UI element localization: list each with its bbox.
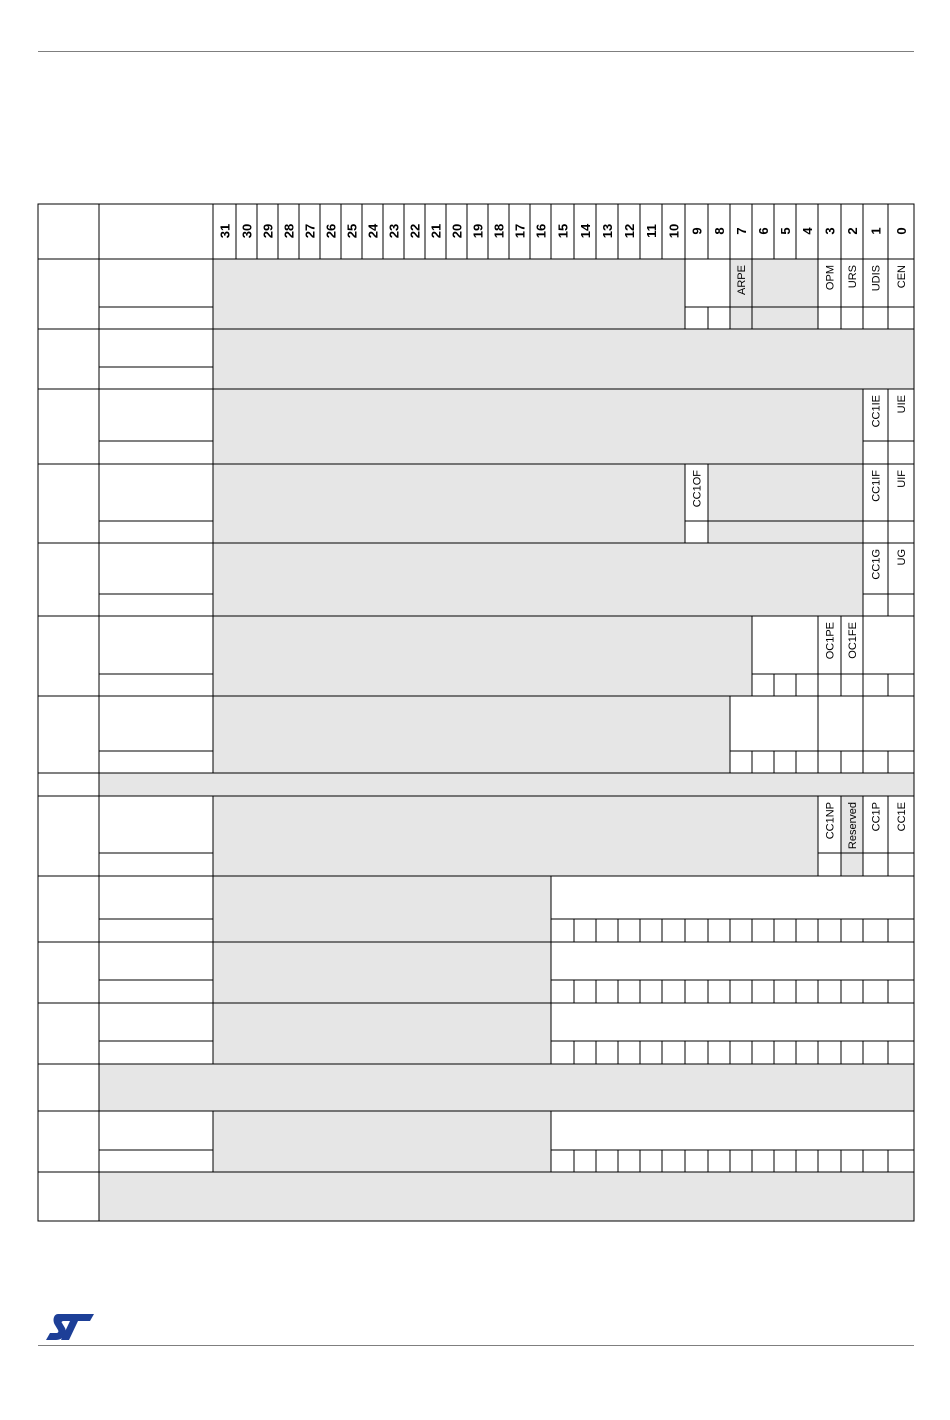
bit-number: 0: [894, 227, 909, 235]
bit-number: 6: [756, 227, 771, 235]
reserved-area: [213, 616, 752, 696]
st-logo-icon: [44, 1312, 100, 1342]
bit-number: 1: [868, 227, 884, 235]
bit-number: 11: [644, 224, 659, 238]
bit-number: 9: [689, 227, 705, 235]
reserved-area: [213, 876, 551, 942]
reserved-area: [213, 543, 863, 616]
field-label: OC1PE: [824, 622, 837, 660]
bit-number: 26: [323, 223, 339, 239]
bit-number: 17: [512, 223, 528, 239]
bit-number: 14: [578, 223, 593, 239]
bit-number: 8: [712, 227, 727, 235]
bit-number: 24: [365, 223, 381, 239]
reserved-area: [213, 389, 863, 464]
field-label: CC1E: [896, 802, 908, 832]
field-label: UDIS: [870, 265, 883, 292]
reserved-area: [708, 464, 863, 543]
bit-number: 25: [344, 223, 360, 239]
bit-number: 29: [260, 223, 276, 239]
field-label: UIF: [896, 470, 908, 488]
bit-number: 5: [778, 227, 793, 235]
reserved-area: [99, 1064, 914, 1111]
bit-number: 30: [239, 223, 255, 239]
bit-number: 2: [845, 227, 860, 235]
reserved-area: [213, 696, 730, 773]
field-label: UIE: [896, 395, 908, 414]
bit-number: 27: [302, 223, 318, 239]
field-label: CC1NP: [824, 802, 837, 840]
bit-number: 16: [533, 223, 549, 239]
bit-number: 7: [734, 227, 749, 235]
reserved-area: [213, 1111, 551, 1172]
bit-number: 10: [666, 223, 682, 239]
bit-number: 15: [555, 223, 571, 239]
bit-number: 18: [491, 223, 507, 239]
field-label: URS: [847, 265, 859, 289]
bit-number: 21: [428, 223, 444, 239]
reserved-area: [99, 773, 914, 796]
field-label: OC1FE: [847, 622, 859, 659]
field-label: Reserved: [847, 802, 859, 850]
field-label: CC1P: [870, 802, 883, 832]
reserved-area: [213, 464, 685, 543]
footer-rule: [38, 1345, 914, 1346]
bit-number: 4: [800, 227, 815, 235]
reserved-area: [213, 796, 818, 876]
field-label: OPM: [824, 265, 837, 291]
field-label: CC1G: [870, 549, 883, 580]
bit-number: 20: [449, 223, 465, 239]
bit-number: 12: [622, 223, 637, 239]
bit-number: 23: [386, 223, 402, 239]
field-label: UG: [896, 549, 908, 566]
bit-number: 22: [407, 223, 423, 239]
bit-number: 19: [470, 223, 486, 239]
reserved-area: [213, 942, 551, 1003]
bit-number: 31: [217, 223, 233, 239]
reserved-area: [213, 259, 685, 329]
field-label: CC1IE: [870, 395, 883, 428]
field-label: CC1IF: [870, 470, 883, 502]
field-label: CC1OF: [691, 470, 704, 508]
reserved-area: [213, 329, 914, 389]
bit-number: 28: [281, 223, 297, 239]
reserved-area: [99, 1172, 914, 1221]
field-label: ARPE: [736, 265, 748, 295]
bit-number: 3: [822, 227, 838, 235]
reserved-area: [213, 1003, 551, 1064]
field-label: CEN: [896, 265, 908, 289]
bit-number: 13: [600, 223, 615, 239]
